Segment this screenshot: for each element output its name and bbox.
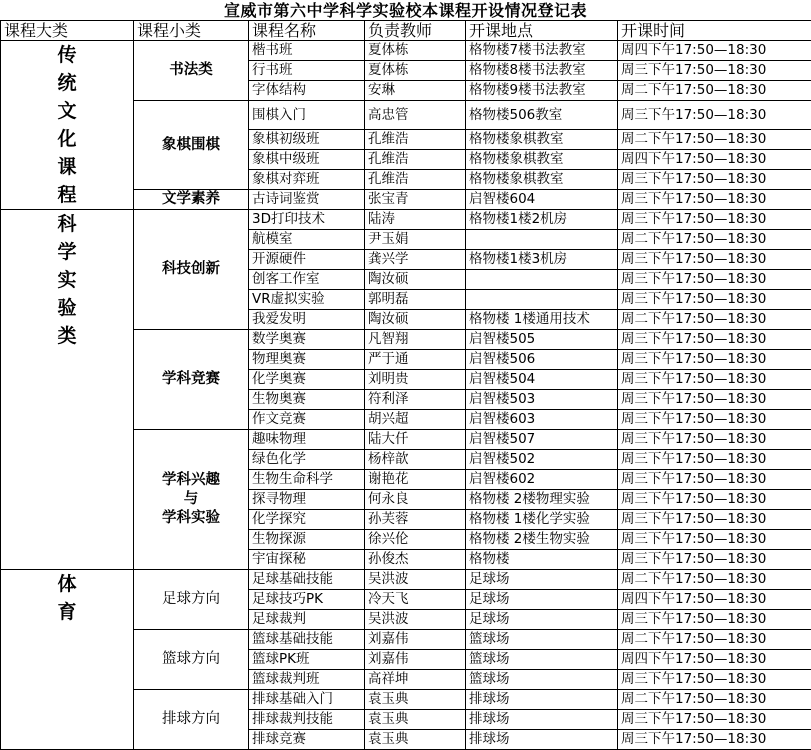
teacher-cell: 夏体栋: [365, 61, 466, 81]
time-cell: 周二下午17:50—18:30: [618, 630, 811, 650]
subcategory-label-line: 学科实验: [134, 509, 248, 528]
teacher-cell: 袁玉典: [365, 730, 466, 750]
course-name-cell: 楷书班: [249, 41, 365, 61]
header-subcategory: 课程小类: [134, 21, 249, 41]
table-row: [1, 570, 811, 590]
subcategory-label-line: 与: [134, 490, 248, 509]
time-cell: 周三下午17:50—18:30: [618, 210, 811, 230]
place-cell: 足球场: [466, 610, 618, 630]
teacher-cell: 高忠管: [365, 101, 466, 130]
teacher-cell: 何永良: [365, 490, 466, 510]
teacher-cell: 孔维浩: [365, 170, 466, 190]
course-name-cell: 化学探究: [249, 510, 365, 530]
subcategory-cell: [134, 41, 249, 101]
category-label: 体育: [56, 570, 78, 626]
place-cell: 格物楼9楼书法教室: [466, 81, 618, 101]
place-cell: 足球场: [466, 570, 618, 590]
course-name-cell: 围棋入门: [249, 101, 365, 130]
teacher-cell: 孙俊杰: [365, 550, 466, 570]
subcategory-label: 象棋围棋: [134, 136, 248, 155]
teacher-cell: 安琳: [365, 81, 466, 101]
course-name-cell: 数学奥赛: [249, 330, 365, 350]
place-cell: 格物楼象棋教室: [466, 130, 618, 150]
place-cell: 格物楼1楼3机房: [466, 250, 618, 270]
time-cell: 周二下午17:50—18:30: [618, 81, 811, 101]
teacher-cell: 陆大仟: [365, 430, 466, 450]
time-cell: 周三下午17:50—18:30: [618, 350, 811, 370]
course-name-cell: 古诗词鉴赏: [249, 190, 365, 210]
category-cell: [1, 210, 134, 570]
place-cell: 排球场: [466, 710, 618, 730]
time-cell: 周三下午17:50—18:30: [618, 390, 811, 410]
teacher-cell: 胡兴超: [365, 410, 466, 430]
teacher-cell: 尹玉娟: [365, 230, 466, 250]
time-cell: 周三下午17:50—18:30: [618, 470, 811, 490]
time-cell: 周三下午17:50—18:30: [618, 530, 811, 550]
place-cell: 启智楼505: [466, 330, 618, 350]
teacher-cell: 袁玉典: [365, 710, 466, 730]
time-cell: 周二下午17:50—18:30: [618, 230, 811, 250]
teacher-cell: 夏体栋: [365, 41, 466, 61]
teacher-cell: 严于通: [365, 350, 466, 370]
place-cell: 格物楼506教室: [466, 101, 618, 130]
teacher-cell: 刘嘉伟: [365, 630, 466, 650]
course-name-cell: 探寻物理: [249, 490, 365, 510]
place-cell: 启智楼507: [466, 430, 618, 450]
teacher-cell: 孔维浩: [365, 150, 466, 170]
place-cell: 篮球场: [466, 670, 618, 690]
course-name-cell: 象棋中级班: [249, 150, 365, 170]
time-cell: 周三下午17:50—18:30: [618, 250, 811, 270]
course-name-cell: 我爱发明: [249, 310, 365, 330]
course-name-cell: 象棋对弈班: [249, 170, 365, 190]
place-cell: 格物楼象棋教室: [466, 170, 618, 190]
place-cell: [466, 290, 618, 310]
time-cell: 周四下午17:50—18:30: [618, 150, 811, 170]
time-cell: 周三下午17:50—18:30: [618, 550, 811, 570]
course-name-cell: 物理奥赛: [249, 350, 365, 370]
course-name-cell: 足球裁判: [249, 610, 365, 630]
place-cell: 格物楼 2楼物理实验: [466, 490, 618, 510]
teacher-cell: 张宝青: [365, 190, 466, 210]
place-cell: 启智楼502: [466, 450, 618, 470]
time-cell: 周三下午17:50—18:30: [618, 410, 811, 430]
place-cell: 格物楼8楼书法教室: [466, 61, 618, 81]
teacher-cell: 吴洪波: [365, 570, 466, 590]
subcategory-label-line: 学科兴趣: [134, 471, 248, 490]
teacher-cell: 龚兴学: [365, 250, 466, 270]
course-name-cell: 象棋初级班: [249, 130, 365, 150]
course-name-cell: 趣味物理: [249, 430, 365, 450]
place-cell: 排球场: [466, 730, 618, 750]
subcategory-cell: [134, 690, 249, 750]
time-cell: 周三下午17:50—18:30: [618, 610, 811, 630]
course-name-cell: 排球竞赛: [249, 730, 365, 750]
place-cell: 启智楼604: [466, 190, 618, 210]
category-label: 科学实验类: [56, 210, 78, 350]
time-cell: 周三下午17:50—18:30: [618, 670, 811, 690]
teacher-cell: 高祥坤: [365, 670, 466, 690]
course-name-cell: 生物探源: [249, 530, 365, 550]
place-cell: 足球场: [466, 590, 618, 610]
place-cell: 启智楼504: [466, 370, 618, 390]
course-name-cell: 篮球PK班: [249, 650, 365, 670]
course-name-cell: 作文竞赛: [249, 410, 365, 430]
subcategory-cell: [134, 570, 249, 630]
time-cell: 周四下午17:50—18:30: [618, 590, 811, 610]
teacher-cell: 凡智翔: [365, 330, 466, 350]
subcategory-label: 篮球方向: [134, 650, 248, 669]
place-cell: 启智楼602: [466, 470, 618, 490]
subcategory-label: 排球方向: [134, 710, 248, 729]
subcategory-label: 学科竞赛: [134, 370, 248, 389]
teacher-cell: 陆涛: [365, 210, 466, 230]
subcategory-label: 文学素养: [134, 190, 248, 209]
time-cell: 周三下午17:50—18:30: [618, 190, 811, 210]
teacher-cell: 孔维浩: [365, 130, 466, 150]
place-cell: 格物楼 1楼通用技术: [466, 310, 618, 330]
page-title: 宣威市第六中学科学实验校本课程开设情况登记表: [0, 0, 811, 20]
time-cell: 周二下午17:50—18:30: [618, 570, 811, 590]
teacher-cell: 陶汝硕: [365, 270, 466, 290]
table-row: [1, 210, 811, 230]
header-row: [1, 21, 811, 41]
course-name-cell: 生物奥赛: [249, 390, 365, 410]
teacher-cell: 徐兴伦: [365, 530, 466, 550]
place-cell: [466, 270, 618, 290]
course-name-cell: 绿色化学: [249, 450, 365, 470]
place-cell: 格物楼象棋教室: [466, 150, 618, 170]
time-cell: 周四下午17:50—18:30: [618, 650, 811, 670]
time-cell: 周三下午17:50—18:30: [618, 370, 811, 390]
time-cell: 周三下午17:50—18:30: [618, 290, 811, 310]
course-name-cell: 行书班: [249, 61, 365, 81]
place-cell: 启智楼503: [466, 390, 618, 410]
header-time: 开课时间: [618, 21, 811, 41]
subcategory-label: 书法类: [134, 61, 248, 80]
place-cell: 篮球场: [466, 630, 618, 650]
time-cell: 周三下午17:50—18:30: [618, 490, 811, 510]
course-name-cell: 字体结构: [249, 81, 365, 101]
teacher-cell: 刘明贵: [365, 370, 466, 390]
time-cell: 周三下午17:50—18:30: [618, 430, 811, 450]
time-cell: 周三下午17:50—18:30: [618, 270, 811, 290]
header-category: 课程大类: [1, 21, 134, 41]
subcategory-cell: [134, 330, 249, 430]
time-cell: 周三下午17:50—18:30: [618, 101, 811, 130]
course-name-cell: 排球裁判技能: [249, 710, 365, 730]
subcategory-cell: [134, 210, 249, 330]
course-name-cell: 开源硬件: [249, 250, 365, 270]
course-table-body: [1, 21, 811, 750]
course-name-cell: 篮球裁判班: [249, 670, 365, 690]
course-name-cell: 化学奥赛: [249, 370, 365, 390]
subcategory-label: 科技创新: [134, 260, 248, 279]
category-cell: [1, 41, 134, 210]
time-cell: 周三下午17:50—18:30: [618, 170, 811, 190]
course-name-cell: 篮球基础技能: [249, 630, 365, 650]
teacher-cell: 袁玉典: [365, 690, 466, 710]
time-cell: 周二下午17:50—18:30: [618, 130, 811, 150]
course-name-cell: 航模室: [249, 230, 365, 250]
course-name-cell: 足球基础技能: [249, 570, 365, 590]
place-cell: 格物楼 1楼化学实验: [466, 510, 618, 530]
time-cell: 周三下午17:50—18:30: [618, 510, 811, 530]
time-cell: 周三下午17:50—18:30: [618, 710, 811, 730]
place-cell: 排球场: [466, 690, 618, 710]
header-teacher: 负责教师: [365, 21, 466, 41]
place-cell: 格物楼: [466, 550, 618, 570]
category-cell: [1, 570, 134, 750]
teacher-cell: 刘嘉伟: [365, 650, 466, 670]
time-cell: 周二下午17:50—18:30: [618, 690, 811, 710]
course-table: [0, 20, 811, 750]
place-cell: 格物楼1楼2机房: [466, 210, 618, 230]
course-name-cell: 足球技巧PK: [249, 590, 365, 610]
course-name-cell: 宇宙探秘: [249, 550, 365, 570]
course-name-cell: 生物生命科学: [249, 470, 365, 490]
time-cell: 周二下午17:50—18:30: [618, 310, 811, 330]
subcategory-cell: [134, 430, 249, 570]
time-cell: 周三下午17:50—18:30: [618, 61, 811, 81]
place-cell: [466, 230, 618, 250]
place-cell: 格物楼 2楼生物实验: [466, 530, 618, 550]
place-cell: 格物楼7楼书法教室: [466, 41, 618, 61]
place-cell: 启智楼603: [466, 410, 618, 430]
header-course-name: 课程名称: [249, 21, 365, 41]
course-name-cell: 创客工作室: [249, 270, 365, 290]
teacher-cell: 吴洪波: [365, 610, 466, 630]
time-cell: 周四下午17:50—18:30: [618, 41, 811, 61]
course-name-cell: 排球基础入门: [249, 690, 365, 710]
teacher-cell: 陶汝硕: [365, 310, 466, 330]
place-cell: 篮球场: [466, 650, 618, 670]
course-name-cell: 3D打印技术: [249, 210, 365, 230]
time-cell: 周三下午17:50—18:30: [618, 330, 811, 350]
teacher-cell: 符利泽: [365, 390, 466, 410]
time-cell: 周三下午17:50—18:30: [618, 450, 811, 470]
subcategory-cell: [134, 101, 249, 190]
header-place: 开课地点: [466, 21, 618, 41]
subcategory-label: 足球方向: [134, 590, 248, 609]
teacher-cell: 谢艳花: [365, 470, 466, 490]
table-row: [1, 41, 811, 61]
teacher-cell: 冷天飞: [365, 590, 466, 610]
teacher-cell: 杨梓歆: [365, 450, 466, 470]
category-label: 传统文化课程: [56, 41, 78, 209]
teacher-cell: 孙芙蓉: [365, 510, 466, 530]
place-cell: 启智楼506: [466, 350, 618, 370]
course-name-cell: VR虚拟实验: [249, 290, 365, 310]
teacher-cell: 郭明磊: [365, 290, 466, 310]
subcategory-cell: [134, 190, 249, 210]
time-cell: 周三下午17:50—18:30: [618, 730, 811, 750]
subcategory-cell: [134, 630, 249, 690]
